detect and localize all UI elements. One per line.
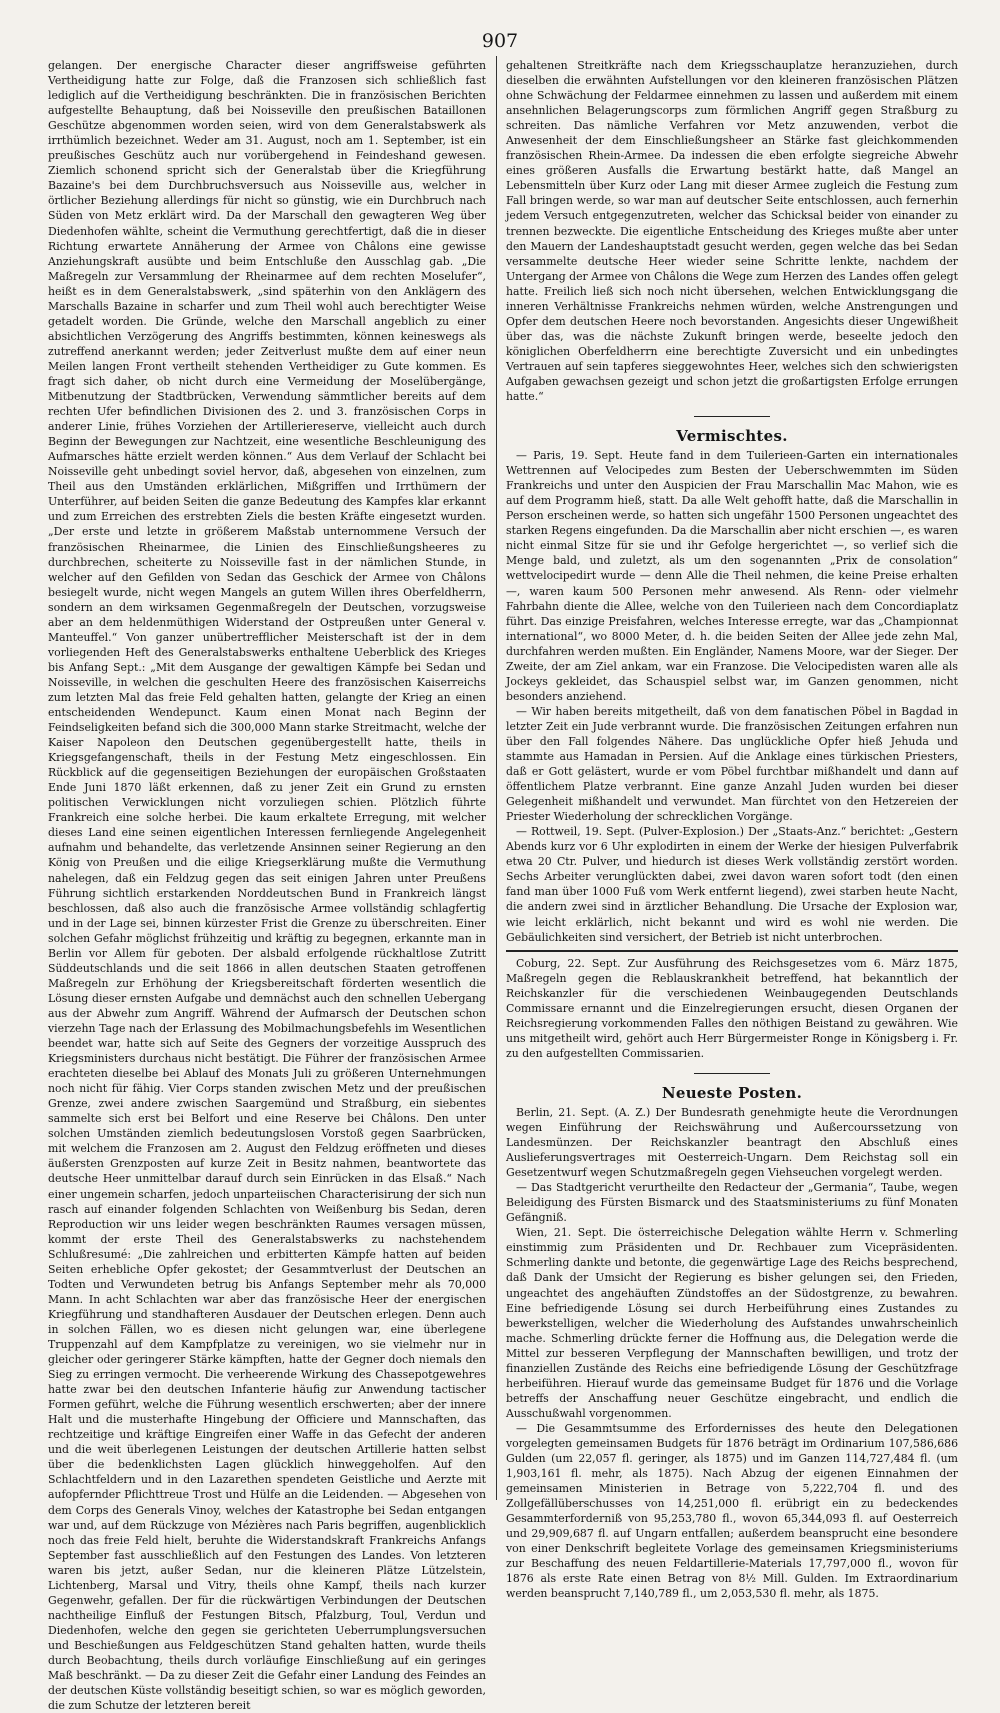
news-item: Wien, 21. Sept. Die österreichische Delegation wählte Herrn v. Schmerling einstimmig zum Präsidenten und Dr. Rechbauer zum Vicepräsidenten. Schmerling dankte und betonte, die gegenwärtige Lage des Reichs besprechend, daß Dank der Umsicht der Regierung es bisher gelungen sei, den Frieden, ungeachtet des angehäuften Zündstoffes an der Südostgrenze, zu bewahren. Eine befriedigende Lösung sei durch Herbeiführung eines Zustandes zu bewerkstelligen, welcher die Wiederholung des Aufstandes unwahrscheinlich mache. Schmerling drückte ferner die Hoffnung aus, die Delegation werde die Mittel zur besseren Verpflegung der Mannschaften bewilligen, und trotz der finanziellen Zustände des Reichs eine befriedigende Lösung der Geschützfrage herbeiführen. Hierauf wurde das gemeinsame Budget für 1876 und die Vorlage betreffs der Anschaffung neuer Geschütze eingebracht, und endlich die Ausschußwahl vorgenommen. — [506, 1226, 958, 1420]
section-rule — [694, 1073, 770, 1074]
page-number: 907 — [481, 30, 519, 52]
news-item-coburg: Coburg, 22. Sept. Zur Ausführung des Reichsgesetzes vom 6. März 1875, Maßregeln gegen die Reblauskrankheit betreffend, hat bekanntlich der Reichskanzler für die verschiedenen Weinbaugegenden Deutschlands Commissare ernannt und die Einzelregierungen ersucht, diesen Organen der Reichsregierung vorkommenden Falles den nöthigen Beistand zu gewähren. Wie uns mitgetheilt wird, gehört auch Herr Bürgermeister Ronge in Königsberg i. Fr. zu den aufgestellten Commissarien. — [506, 956, 958, 1060]
article-text-continued: gehaltenen Streitkräfte nach dem Kriegsschauplatze heranzuziehen, durch dieselben die erwähnten Aufstellungen vor den kleineren französischen Plätzen ohne Schwächung der Feldarmee einnehmen zu lassen und außerdem mit einem ansehnlichen Belagerungscorps zum förmlichen Angriff gegen Straßburg zu schreiten. Das nämliche Verfahren vor Metz anzuwenden, verbot die Anwesenheit der dem Einschließungsheer an Stärke fast gleichkommenden französischen Rhein-Armee. Da indessen die eben erfolgte siegreiche Abwehr eines größeren Ausfalls die Erwartung bestärkt hatte, daß Mangel an Lebensmitteln über Kurz oder Lang mit dieser Armee zugleich die Festung zum Fall bringen werde, so war man auf deutscher Seite entschlossen, auch fernerhin jedem Versuch entgegenzutreten, welcher das Schicksal beider von einander zu trennen bezweckte. Die eigentliche Entscheidung des Krieges mußte aber unter den Mauern der Landeshauptstadt gesucht werden, gegen welche das bei Sedan versammelte deutsche Heer wieder seine Schritte lenkte, nachdem der Untergang der Armee von Châlons die Wege zum Herzen des Landes offen gelegt hatte. Freilich ließ sich noch nicht übersehen, welchen Entwicklungsgang die inneren Verhältnisse Frankreichs nehmen würden, welche Anstrengungen und Opfer dem deutschen Heere noch bevorstanden. Angesichts dieser Ungewißheit über das, was die nächste Zukunft bringen werde, beseelte jedoch den königlichen Oberfeldherrn eine berechtigte Zuversicht und ein unbedingtes Vertrauen auf sein tapferes sieggewohntes Heer, welches sich den schwierigsten Aufgaben gewachsen gezeigt und schon jetzt die großartigsten Erfolge errungen hatte.“ — [506, 59, 959, 404]
right-column — [506, 58, 959, 1601]
section-heading-neueste-posten: Neueste Posten. — [661, 1083, 803, 1102]
left-column — [48, 58, 486, 1713]
article-text: gelangen. Der energische Character dieser angriffsweise geführten Vertheidigung hatte zur Folge, daß die Franzosen sich schließlich fast lediglich auf die Vertheidigung beschränkten. Die in französischen Berichten aufgestellte Behauptung, daß bei Noisseville den preußischen Bataillonen Geschütze abgenommen worden seien, wird von dem Generalstabswerk als irrthümlich bezeichnet. Weder am 31. August, noch am 1. September, ist ein preußisches Geschütz auch nur vorübergehend in Feindeshand gewesen. Ziemlich schonend spricht sich der Generalstab über die Kriegführung Bazaine's bei dem Durchbruchsversuch aus Noisseville aus, welcher in örtlicher Beziehung allerdings für nicht so günstig, wie ein Durchbruch nach Süden von Metz erklärt wird. Da der Marschall den gewagteren Weg über Diedenhofen wählte, scheint die Vermuthung gerechtfertigt, daß die in dieser Richtung erwartete Annäherung der Armee von Châlons eine gewisse Anziehungskraft ausübte und beim Entschluße den Ausschlag gab. „Die Maßregeln zur Versammlung der Rheinarmee auf dem rechten Moselufer“, heißt es in dem Generalstabswerk, „sind späterhin von den Anklägern des Marschalls Bazaine in scharfer und zum Theil wohl auch berechtigter Weise getadelt worden. Die Gründe, welche den Marschall angeblich zu einer absichtlichen Verzögerung des Angriffs bestimmten, können keineswegs als zutreffend anerkannt werden; jeder Zeitverlust mußte dem auf einer neun Meilen langen Front vertheilt stehenden Vertheidiger zu Gute kommen. Es fragt sich daher, ob nicht durch eine Vermeidung der Moselübergänge, Mitbenutzung der Stadtbrücken, Verwendung sämmtlicher bereits auf dem rechten Ufer befindlichen Divisionen des 2. und 3. französischen Corps in anderer Linie, frühes Vorziehen der Artilleriereserve, vielleicht auch durch Beginn der Bewegungen zur Nachtzeit, eine wesentliche Beschleunigung des Aufmarsches hätte erzielt werden können.“ Aus dem Verlauf der Schlacht bei Noisseville geht unbedingt soviel hervor, daß, abgesehen von einzelnen, zum Theil aus den Umständen erklärlichen, Mißgriffen und Irrthümern der Unterführer, auf beiden Seiten die ganze Bedeutung des Kampfes klar erkannt und zum Erreichen des erstrebten Ziels die besten Kräfte eingesetzt wurden. „Der erste und letzte in größerem Maßstab unternommene Versuch der französischen Rheinarmee, die Linien des Einschließungsheeres zu durchbrechen, scheiterte zu Noisseville fast in der nämlichen Stunde, in welcher auf den Gefilden von Sedan das Geschick der Armee von Châlons besiegelt wurde, nicht wegen Mangels an gutem Willen ihres Oberfeldherrn, sondern an dem wirksamen Gegenmaßregeln der Deutschen, vorzugsweise aber an dem heldenmüthigen Widerstand der Ostpreußen unter General v. Manteuffel.“ Von ganzer unübertrefflicher Meisterschaft ist der in dem vorliegenden Heft des Generalstabswerks enthaltene Ueberblick des Krieges bis Anfang Sept.: „Mit dem Ausgange der gewaltigen Kämpfe bei Sedan und Noisseville, in welchen die geschulten Heere des französischen Kaiserreichs zum letzten Mal das freie Feld gehalten hatten, gelangte der Krieg an einen entscheidenden Wendepunct. Kaum einen Monat nach Beginn der Feindseligkeiten befand sich die 300,000 Mann starke Streitmacht, welche der Kaiser Napoleon den Deutschen gegenübergestellt hatte, theils in Kriegsgefangenschaft, theils in der Festung Metz eingeschlossen. Ein Rückblick auf die gegenseitigen Beziehungen der europäischen Großstaaten Ende Juni 1870 läßt erkennen, daß zu jener Zeit ein Grund zu ernsten politischen Verwicklungen nicht vorzuliegen schien. Plötzlich führte Frankreich eine solche herbei. Die kaum erkaltete Erregung, mit welcher dieses Land eine seinen eigentlichen Interessen fernliegende Angelegenheit aufnahm und behandelte, das verletzende Ansinnen seiner Regierung an den König von Preußen und die eilige Kriegserklärung mußte die Vermuthung nahelegen, daß ein Feldzug gegen das seit einigen Jahren unter Preußens Führung sichtlich erstarkenden Norddeutschen Bund in Frankreich längst beschlossen, daß also auch die französische Armee vollständig schlagfertig und in der Lage sei, binnen kürzester Frist die Grenze zu überschreiten. Einer solchen Gefahr möglichst frühzeitig und kräftig zu begegnen, erkannte man in Berlin vor Allem für geboten. Der alsbald erfolgende rückhaltlose Zutritt Süddeutschlands und die seit 1866 in allen deutschen Staaten getroffenen Maßregeln zur Erhöhung der Kriegsbereitschaft förderten wesentlich die Lösung dieser ernsten Aufgabe und demnächst auch den schnellen Uebergang aus der Abwehr zum Angriff. Während der Aufmarsch der Deutschen schon vierzehn Tage nach der Erlassung des Mobilmachungsbefehls im Wesentlichen beendet war, hatte sich auf Seite des Gegners der vorzeitige Ausspruch des Kriegsministers durchaus nicht bestätigt. Die Führer der französischen Armee erachteten dieselbe bei Ablauf des Monats Juli zu größeren Unternehmungen noch nicht für fähig. Vier Corps standen zwischen Metz und der preußischen Grenze, zwei andere zwischen Saargemünd und Straßburg, ein siebentes sammelte sich erst bei Belfort und eine Reserve bei Châlons. Den unter solchen Umständen ziemlich bedeutungslosen Vorstoß gegen Saarbrücken, mit welchem die Franzosen am 2. August den Feldzug eröffneten und dieses äußersten Grenzposten auf kurze Zeit in Besitz nahmen, beantwortete das deutsche Heer unmittelbar darauf durch sein Einrücken in das Elsaß.“ Nach einer ungemein scharfen, jedoch unparteiischen Characterisirung der sich nun rasch auf einander folgenden Schlachten von Weißenburg bis Sedan, deren Reproduction wir uns leider wegen beschränkten Raumes versagen müssen, kommt der erste Theil des Generalstabswerks zu nachstehendem Schlußresumé: „Die zahlreichen und erbitterten Kämpfe hatten auf beiden Seiten erhebliche Opfer gekostet; der Gesammtverlust der Deutschen an Todten und Verwundeten betrug bis Anfangs September mehr als 70,000 Mann. In acht Schlachten war aber das französische Heer der energischen Kriegführung und standhafteren Ausdauer der Deutschen erlegen. Denn auch in solchen Fällen, wo es diesen nicht gelungen war, eine überlegene Truppenzahl auf dem Kampfplatze zu vereinigen, wo sie vielmehr nur in gleicher oder geringerer Stärke kämpften, hatte der Gegner doch niemals den Sieg zu erringen vermocht. Die verheerende Wirkung des Chassepotgewehres hatte zwar bei den deutschen Infanterie häufig zur Anwendung tactischer Formen geführt, welche die Führung wesentlich erschwerten; aber der innere Halt und die musterhafte Hingebung der Officiere und Mannschaften, das rechtzeitige und kräftige Eingreifen einer Waffe in das Gefecht der anderen und die weit überlegenen Leistungen der deutschen Artillerie hatten selbst über die bedenklichsten Lagen glücklich hinweggeholfen. Auf den Schlachtfeldern und in den Lazarethen spendeten Geistliche und Aerzte mit aufopfernder Pflichttreue Trost und Hülfe an die Leidenden. — Abgesehen von dem Corps des Generals Vinoy, welches der Katastrophe bei Sedan entgangen war und, auf dem Rückzuge von Mézières nach Paris begriffen, augenblicklich noch das freie Feld hielt, beruhte die Widerstandskraft Frankreichs Anfangs September fast ausschließlich auf den Festungen des Landes. Von letzteren waren bis jetzt, außer Sedan, nur die kleineren Plätze Lützelstein, Lichtenberg, Marsal und Vitry, theils ohne Kampf, theils nach kurzer Gegenwehr, gefallen. Der für die rückwärtigen Verbindungen der Deutschen nachtheilige Einfluß der Festungen Bitsch, Pfalzburg, Toul, Verdun und Diedenhofen, welche den gegen sie gerichteten Ueberrumplungsversuchen und Beschießungen aus Feldgeschützen Stand gehalten hatten, wurde theils durch Beobachtung, theils durch vorläufige Einschließung auf ein geringes Maß beschränkt. — Da zu dieser Zeit die Gefahr einer Landung des Feindes an der deutschen Küste vollständig beseitigt schien, so war es möglich geworden, die zum Schutze der letzteren bereit — [48, 59, 486, 1713]
column-divider — [496, 56, 497, 1500]
section-rule — [506, 950, 958, 952]
news-item: — Wir haben bereits mitgetheilt, daß von dem fanatischen Pöbel in Bagdad in letzter Zeit ein Jude verbrannt wurde. Die französischen Zeitungen erfahren nun über den Fall folgendes Nähere. Das unglückliche Opfer hieß Jehuda und stammte aus Hamadan in Persien. Auf die Anklage eines türkischen Priesters, daß er Gott gelästert, wurde er vom Pöbel furchtbar mißhandelt und dann auf öffentlichem Platze verbrannt. Eine ganze Anzahl Juden wurden bei dieser Gelegenheit mißhandelt und verwundet. Man fürchtet von den Hetzereien der Priester Wiederholung der schrecklichen Vorgänge. — [506, 704, 958, 824]
news-item: — Paris, 19. Sept. Heute fand in dem Tuilerieen-Garten ein internationales Wettrennen auf Velocipedes zum Besten der Ueberschwemmten im Süden Frankreichs und unter den Auspicien der Frau Marschallin Mac Mahon, wie es auf dem Programm hieß, statt. Da alle Welt gehofft hatte, daß die Marschallin in Person erscheinen werde, so hatten sich ungefähr 1500 Personen ungeachtet des starken Regens eingefunden. Da die Marschallin aber nicht erschien —, es waren nicht einmal Sitze für sie und ihr Gefolge hergerichtet —, so verlief sich die Menge bald, und zuletzt, als um den sogenannten „Prix de consolation“ wettvelocipedirt wurde — denn Alle die Theil nehmen, die keine Preise erhalten —, waren kaum 500 Personen mehr anwesend. Als Renn- oder vielmehr Fahrbahn diente die Allee, welche von den Tuilerieen nach dem Concordiaplatz führt. Das einzige Preisfahren, welches Interesse erregte, war das „Championnat international“, wo 8000 Meter, d. h. die beiden Seiten der Allee jede zehn Mal, durchfahren werden mußten. Ein Engländer, Namens Moore, war der Sieger. Der Zweite, der am Ziel ankam, war ein Franzose. Die Velocipedisten waren alle als Jockeys gekleidet, das Schauspiel selbst war, im Ganzen genommen, nicht besonders anziehend. — [506, 449, 958, 703]
news-item: — Das Stadtgericht verurtheilte den Redacteur der „Germania“, Taube, wegen Beleidigung des Fürsten Bismarck und des Staatsministeriums zu fünf Monaten Gefängniß. — [506, 1181, 958, 1225]
section-rule — [694, 416, 770, 417]
news-item: — Rottweil, 19. Sept. (Pulver-Explosion.) Der „Staats-Anz.“ berichtet: „Gestern Abends kurz vor 6 Uhr explodirten in einem der Werke der hiesigen Pulverfabrik etwa 20 Ctr. Pulver, und hiedurch ist dieses Werk vollständig zerstört worden. Sechs Arbeiter verunglückten dabei, zwei davon waren sofort todt (den einen fand man über 1000 Fuß vom Werk entfernt liegend), zwei starben heute Nacht, die andern zwei sind in ärztlicher Behandlung. Die Ursache der Explosion war, wie leicht erklärlich, nicht bekannt und wird es wohl nie werden. Die Gebäulichkeiten sind versichert, der Betrieb ist nicht unterbrochen. — [506, 825, 958, 944]
news-item: — Die Gesammtsumme des Erfordernisses des heute den Delegationen vorgelegten gemeinsamen Budgets für 1876 beträgt im Ordinarium 107,586,686 Gulden (um 22,057 fl. geringer, als 1875) und im Ganzen 114,727,484 fl. (um 1,903,161 fl. mehr, als 1875). Nach Abzug der eigenen Einnahmen der gemeinsamen Ministerien in Betrage von 5,222,704 fl. und des Zollgefällüberschusses von 14,251,000 fl. erübrigt ein zu bedeckendes Gesammterforderniß von 95,253,780 fl., wovon 65,344,093 fl. auf Oesterreich und 29,909,687 fl. auf Ungarn entfallen; außerdem beansprucht eine besondere von einer Denkschrift begleitete Vorlage des gemeinsamen Kriegsministeriums zur Beschaffung des neuen Feldartillerie-Materials 17,797,000 fl., wovon für 1876 als erste Rate einen Betrag von 8½ Mill. Gulden. Im Extraordinarium werden beansprucht 7,140,789 fl., um 2,053,530 fl. mehr, als 1875. — [506, 1421, 958, 1601]
news-item: Berlin, 21. Sept. (A. Z.) Der Bundesrath genehmigte heute die Verordnungen wegen Einführung der Reichswährung und Außercourssetzung von Landesmünzen. Der Reichskanzler beantragt den Abschluß eines Auslieferungsvertrages mit Oesterreich-Ungarn. Dem Reichstag soll ein Gesetzentwurf wegen Schutzmaßregeln gegen Viehseuchen vorgelegt werden. — [506, 1105, 958, 1180]
section-heading-vermischtes: Vermischtes. — [676, 427, 788, 446]
